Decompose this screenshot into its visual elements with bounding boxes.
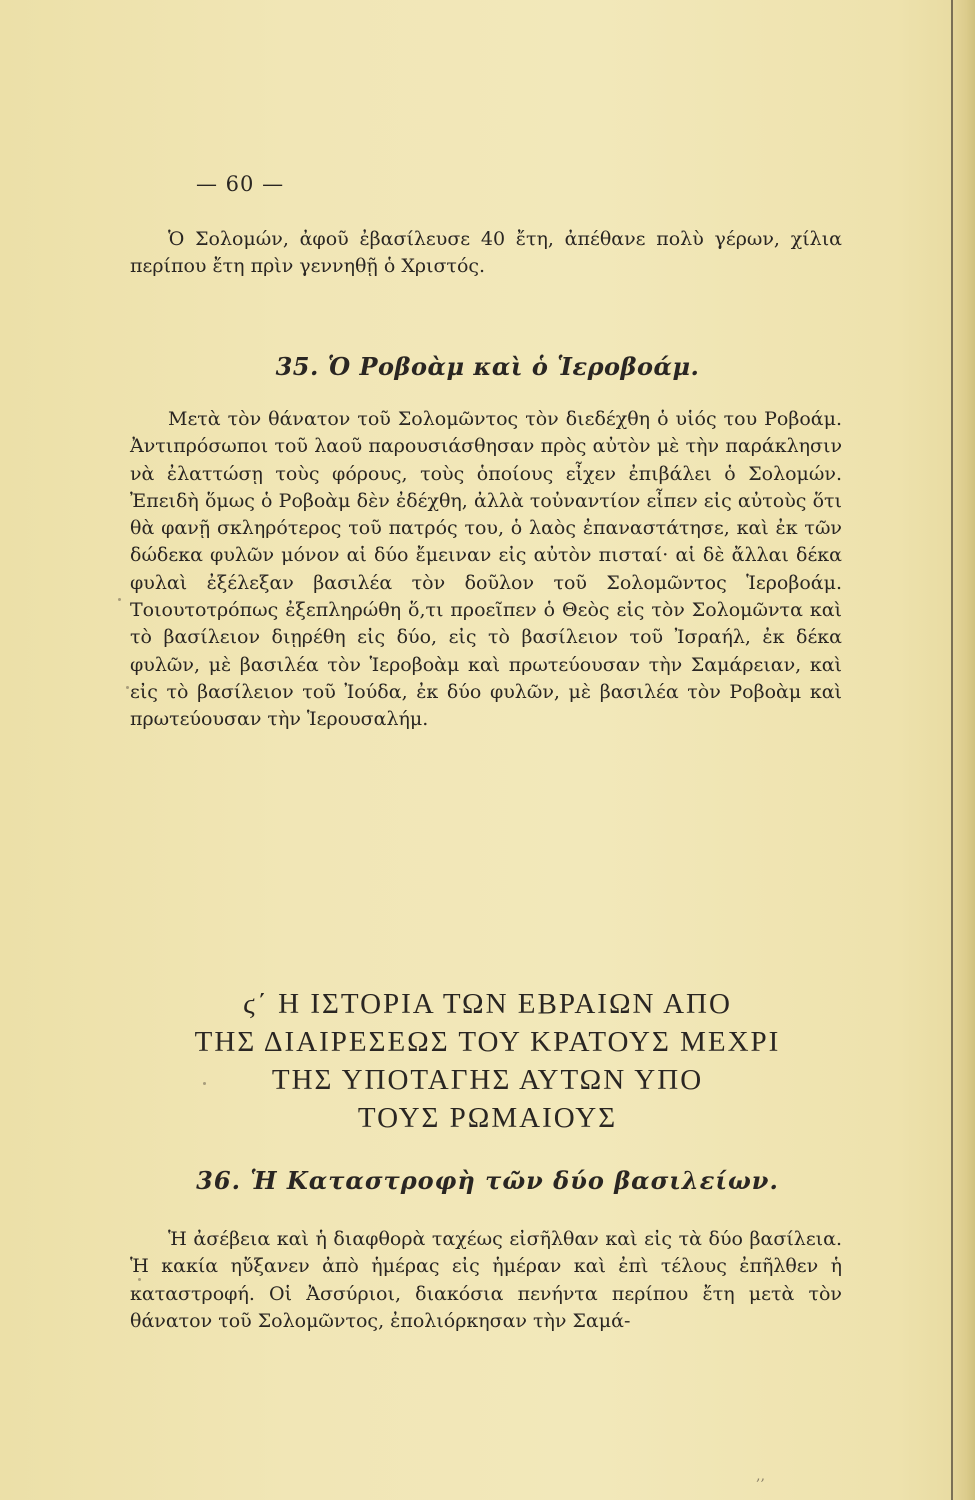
paragraph-destruction-of-kingdoms [130,1226,842,1335]
paper-speck [126,686,129,689]
paragraph-text: Ἡ ἀσέβεια καὶ ἡ διαφθορὰ ταχέως εἰσῆλθαν καὶ εἰς τὰ δύο βασίλεια. Ἡ κακία ηὔξανεν ἀπὸ ἡμέρας εἰς ἡμέραν καὶ ἐπὶ τέλους ἐπῆλθεν ἡ καταστροφή. Οἱ Ἀσσύριοι, διακόσια πενήντα περίπου ἔτη μετὰ τὸν θάνατον τοῦ Σολομῶντος, ἐπολιόρκησαν τὴν Σαμά- [130,1228,842,1332]
chapter-title [100,985,875,1137]
paper-speck [203,1082,206,1085]
chapter-title-line: ΤΟΥΣ ΡΩΜΑΙΟΥΣ [357,1102,618,1134]
chapter-title-line: ϛ΄ Η ΙΣΤΟΡΙΑ ΤΩΝ ΕΒΡΑΙΩΝ ΑΠΟ [243,988,732,1020]
paragraph-text: Μετὰ τὸν θάνατον τοῦ Σολομῶντος τὸν διεδέχθη ὁ υἱός του Ροβοάμ. Ἀντιπρόσωποι τοῦ λαοῦ παρουσιάσθησαν πρὸς αὐτὸν μὲ τὴν παράκλησιν νὰ ἐλαττώσῃ τοὺς φόρους, τοὺς ὁποίους εἶχεν ἐπιβάλει ὁ Σολομών. Ἐπειδὴ ὅμως ὁ Ροβοὰμ δὲν ἐδέχθη, ἀλλὰ τοὐναντίον εἶπεν εἰς αὐτοὺς ὅτι θὰ φανῇ σκληρότερος τοῦ πατρός του, ὁ λαὸς ἐπαναστάτησε, καὶ ἐκ τῶν δώδεκα φυλῶν μόνον αἱ δύο ἔμειναν εἰς αὐτὸν πισταί· αἱ δὲ ἄλλαι δέκα φυλαὶ ἐξέλεξαν βασιλέα τὸν δοῦλον τοῦ Σολομῶντος Ἱεροβοάμ. Τοιουτοτρόπως ἐξεπληρώθη ὅ,τι προεῖπεν ὁ Θεὸς εἰς τὸν Σολομῶντα καὶ τὸ βασίλειον διῃρέθη εἰς δύο, εἰς τὸ βασίλειον τοῦ Ἰσραήλ, ἐκ δέκα φυλῶν, μὲ βασιλέα τὸν Ἱεροβοὰμ καὶ πρωτεύουσαν τὴν Σαμάρειαν, καὶ εἰς τὸ βασίλειον τοῦ Ἰούδα, ἐκ δύο φυλῶν, μὲ βασιλέα τὸν Ροβοὰμ καὶ πρωτεύουσαν τὴν Ἱερουσαλήμ. [130,408,842,731]
chapter-title-line: ΤΗΣ ΥΠΟΤΑΓΗΣ ΑΥΤΩΝ ΥΠΟ [271,1064,704,1096]
chapter-title-line: ΤΗΣ ΔΙΑΙΡΕΣΕΩΣ ΤΟΥ ΚΡΑΤΟΥΣ ΜΕΧΡΙ [194,1026,781,1058]
page-number: — 60 — [196,172,285,196]
paragraph-solomon-death [130,226,842,281]
paper-speck [138,1278,141,1281]
paragraph-text: Ὁ Σολομών, ἀφοῦ ἐβασίλευσε 40 ἔτη, ἀπέθανε πολὺ γέρων, χίλια περίπου ἔτη πρὶν γεννηθῇ ὁ Χριστός. [130,228,842,278]
page-binding-edge [951,0,975,1500]
footer-mark: ‚‚ [756,1468,765,1484]
section-heading-36: 36. Ἡ Καταστροφὴ τῶν δύο βασιλείων. [196,1166,779,1195]
paper-speck [118,598,121,601]
paragraph-rehoboam-jeroboam [130,406,842,734]
section-heading-35: 35. Ὁ Ροβοὰμ καὶ ὁ Ἱεροβοάμ. [275,352,700,381]
